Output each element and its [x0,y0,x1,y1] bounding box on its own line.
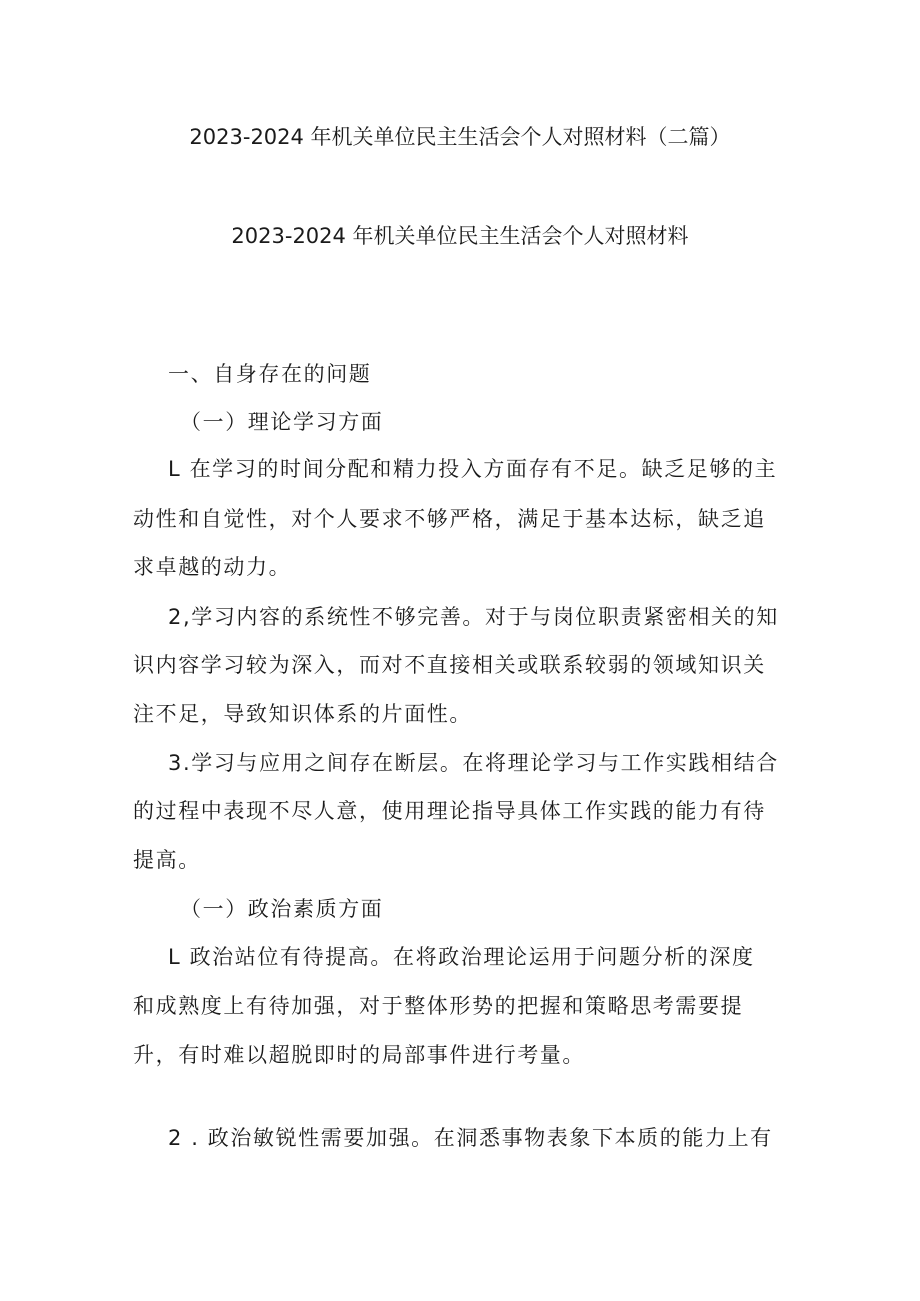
paragraph-4-line-1: L 政治站位有待提高。在将政治理论运用于问题分析的深度 [168,945,755,969]
paragraph-4-line-2: 和成熟度上有待加强，对于整体形势的把握和策略思考需要提 [133,994,744,1018]
document-title: 2023-2024 年机关单位民主生活会个人对照材料（二篇） [189,125,731,149]
subsection-heading-politics: （一）政治素质方面 [180,897,384,921]
paragraph-1-line-3: 求卓越的动力。 [133,555,292,579]
paragraph-2-line-2: 识内容学习较为深入，而对不直接相关或联系较弱的领域知识关 [133,653,766,677]
paragraph-4-line-3: 升，有时难以超脱即时的局部事件进行考量。 [133,1043,585,1067]
paragraph-5-line-1: 2 . 政治敏锐性需要加强。在洞悉事物表象下本质的能力上有 [168,1126,773,1150]
paragraph-2-line-3: 注不足，导致知识体系的片面性。 [133,702,472,726]
paragraph-3-line-1: 3.学习与应用之间存在断层。在将理论学习与工作实践相结合 [168,751,779,775]
document-subtitle: 2023-2024 年机关单位民主生活会个人对照材料 [231,224,689,248]
paragraph-2-line-1: 2,学习内容的系统性不够完善。对于与岗位职责紧密相关的知 [168,605,779,629]
paragraph-3-line-2: 的过程中表现不尽人意，使用理论指导具体工作实践的能力有待 [133,799,766,823]
paragraph-1-line-2: 动性和自觉性，对个人要求不够严格，满足于基本达标，缺乏追 [133,507,766,531]
paragraph-3-line-3: 提高。 [133,848,201,872]
subsection-heading-study: （一）理论学习方面 [180,410,384,434]
section-heading: 一、自身存在的问题 [168,362,372,386]
paragraph-1-line-1: L 在学习的时间分配和精力投入方面存有不足。缺乏足够的主 [168,457,778,481]
